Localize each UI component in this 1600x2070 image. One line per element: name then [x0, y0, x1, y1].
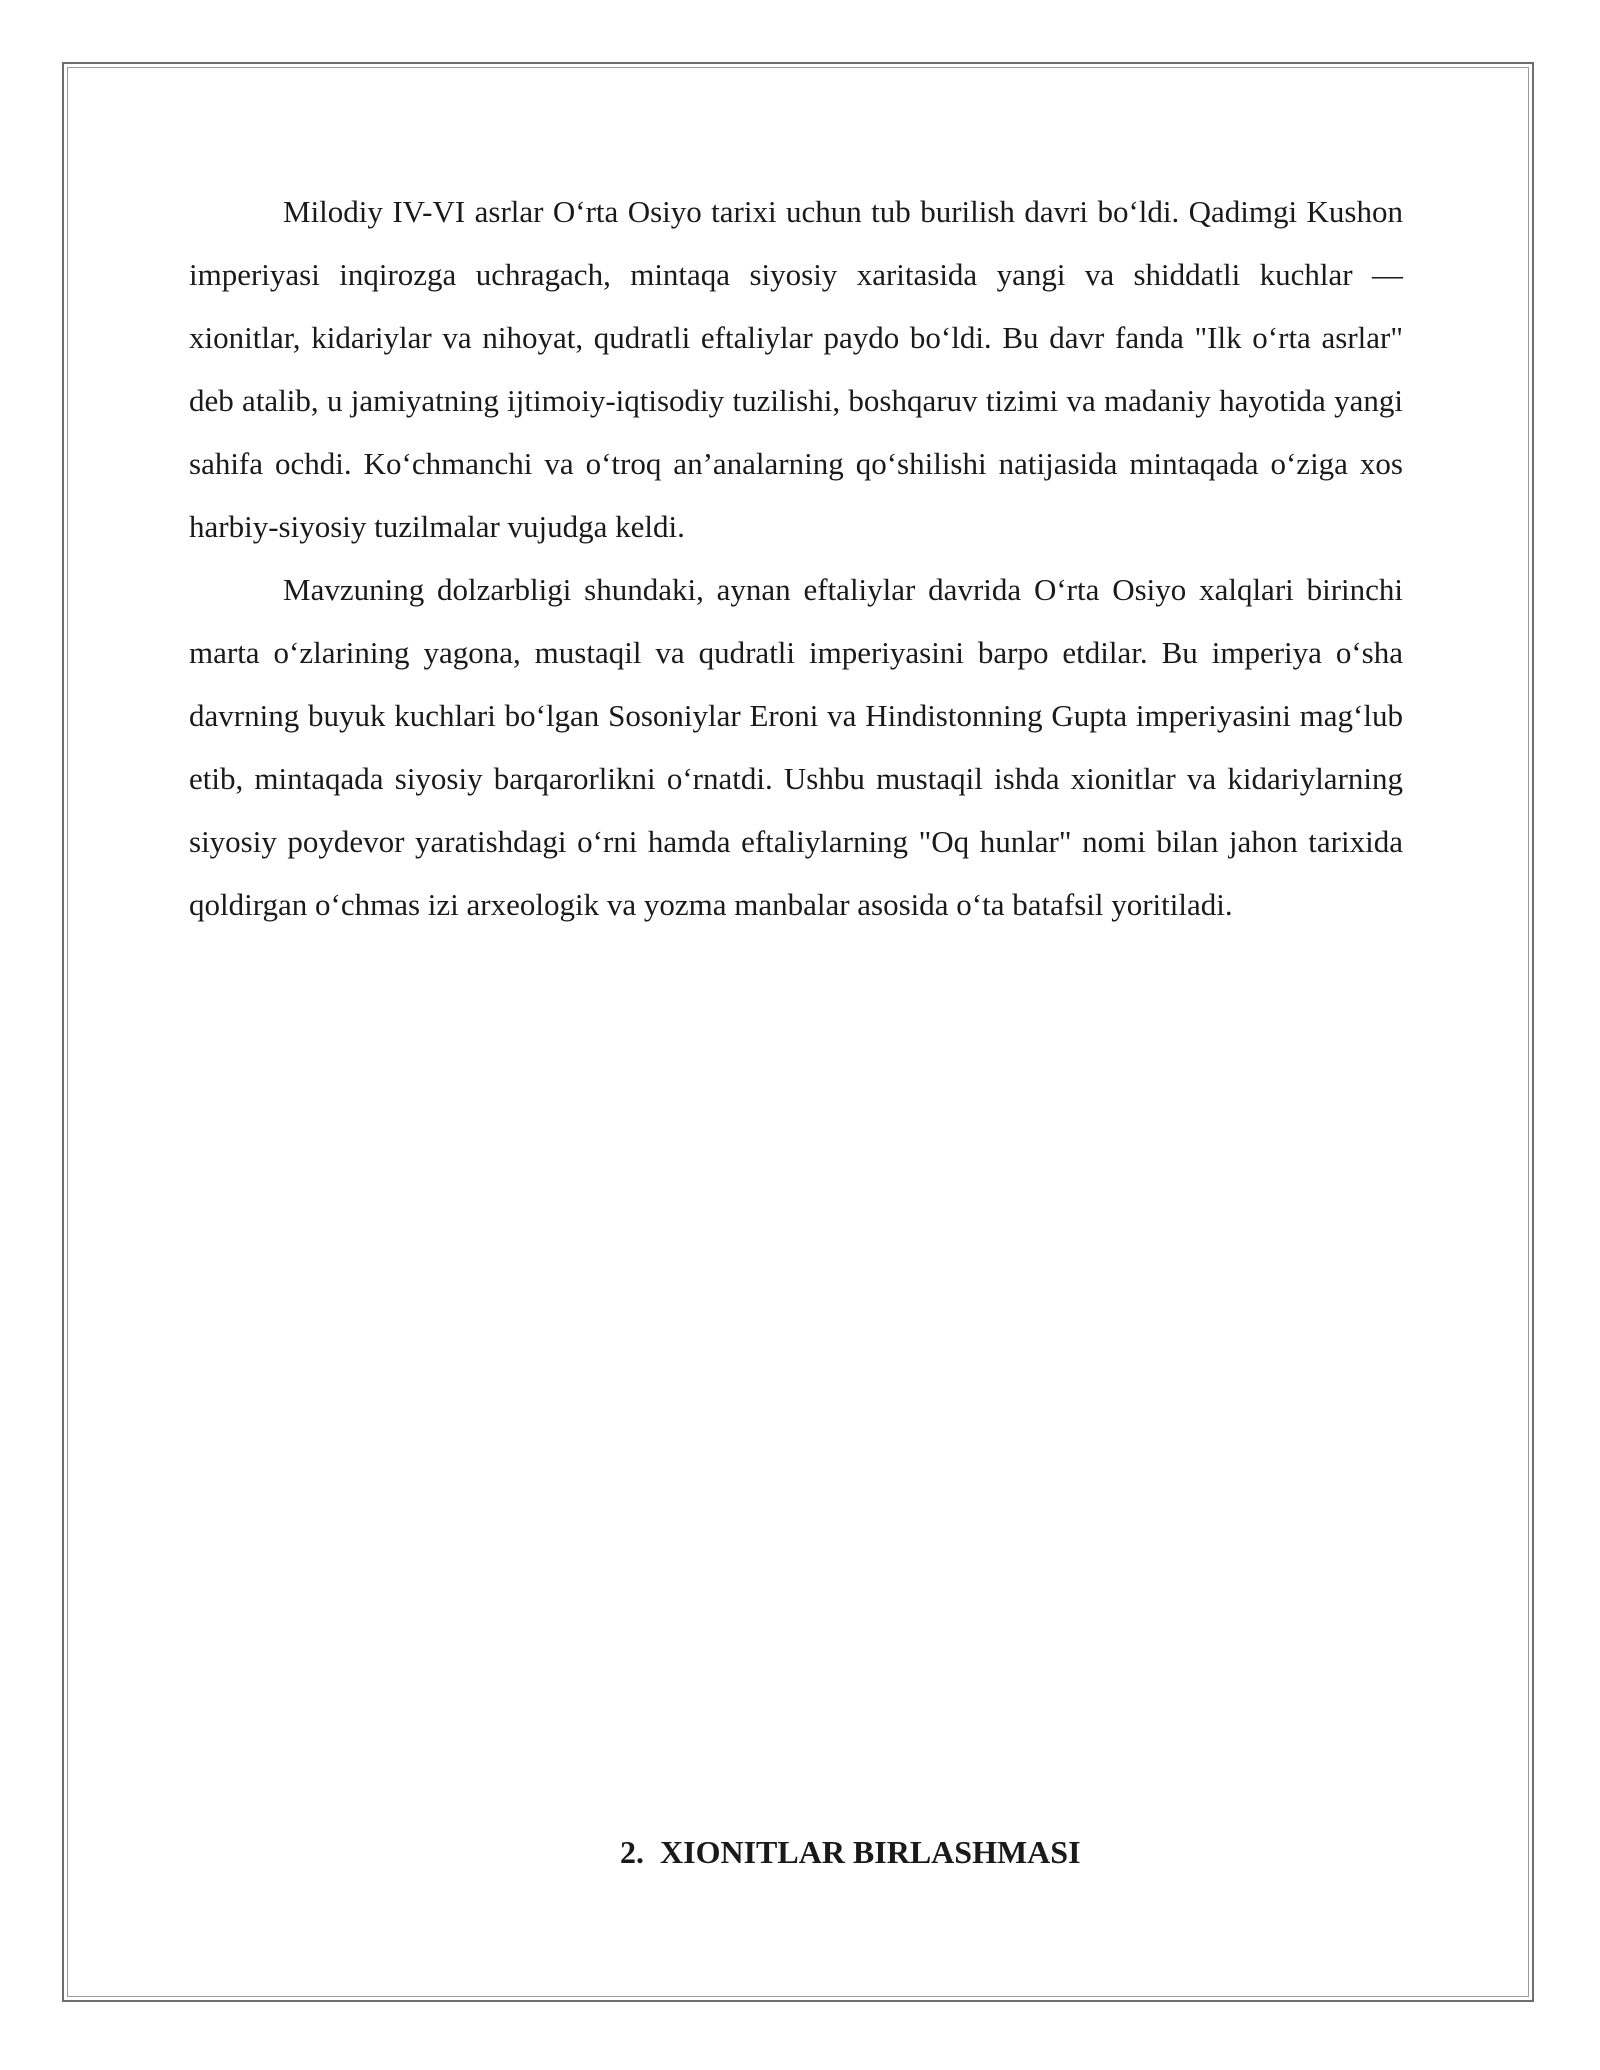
document-body: [189, 180, 1403, 936]
section-heading: 2. XIONITLAR BIRLASHMASI: [620, 1834, 1081, 1870]
paragraph-introduction: Milodiy IV-VI asrlar O‘rta Osiyo tarixi uchun tub burilish davri bo‘ldi. Qadimgi Kushon imperiyasi inqirozga uchragach, mintaqa siyosiy xaritasida yangi va shiddatli kuchlar — xionitlar, kidariylar va nihoyat, qudratli eftaliylar paydo bo‘ldi. Bu davr fanda "Ilk o‘rta asrlar" deb atalib, u jamiyatning ijtimoiy-iqtisodiy tuzilishi, boshqaruv tizimi va madaniy hayotida yangi sahifa ochdi. Ko‘chmanchi va o‘troq an’analarning qo‘shilishi natijasida mintaqada o‘ziga xos harbiy-siyosiy tuzilmalar vujudga keldi.: [189, 194, 1403, 544]
paragraph-relevance: Mavzuning dolzarbligi shundaki, aynan eftaliylar davrida O‘rta Osiyo xalqlari birinchi marta o‘zlarining yagona, mustaqil va qudratli imperiyasini barpo etdilar. Bu imperiya o‘sha davrning buyuk kuchlari bo‘lgan Sosoniylar Eroni va Hindistonning Gupta imperiyasini mag‘lub etib, mintaqada siyosiy barqarorlikni o‘rnatdi. Ushbu mustaqil ishda xionitlar va kidariylarning siyosiy poydevor yaratishdagi o‘rni hamda eftaliylarning "Oq hunlar" nomi bilan jahon tarixida qoldirgan o‘chmas izi arxeologik va yozma manbalar asosida o‘ta batafsil yoritiladi.: [189, 572, 1403, 922]
